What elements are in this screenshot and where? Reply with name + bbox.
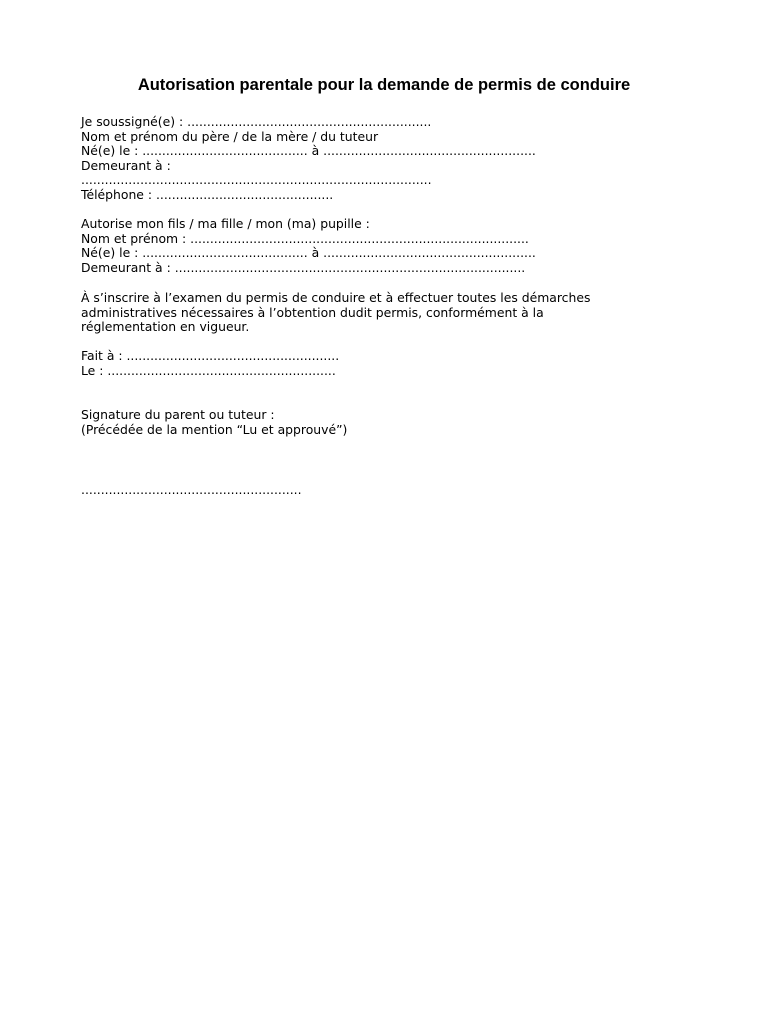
date-line: Le : ..........................................................: [81, 362, 336, 378]
signature-label: Signature du parent ou tuteur :: [81, 407, 275, 422]
signature-line-block: [81, 483, 721, 498]
signature-mention: (Précédée de la mention “Lu et approuvé”): [81, 421, 348, 437]
parent-address-line: .........................................................................................: [81, 172, 432, 188]
parent-info-section: [81, 115, 721, 203]
parent-birth-line: Né(e) le : .......................................... à ......................................................: [81, 143, 536, 159]
signature-section: [81, 408, 721, 437]
authorize-line: Autorise mon fils / ma fille / mon (ma) pupille :: [81, 216, 370, 231]
parent-name-label: Nom et prénom du père / de la mère / du tuteur: [81, 128, 379, 144]
soussigne-line: Je soussigné(e) : ..............................................................: [81, 114, 432, 129]
child-name-line: Nom et prénom : ......................................................................................: [81, 230, 529, 246]
parent-phone-line: Téléphone : .............................................: [81, 186, 334, 202]
child-birth-line: Né(e) le : .......................................... à ......................................................: [81, 245, 536, 261]
purpose-line-1: À s’inscrire à l’examen du permis de conduire et à effectuer toutes les démarches: [81, 290, 591, 305]
purpose-section: [81, 291, 721, 335]
document-title: Autorisation parentale pour la demande de permis de conduire: [137, 76, 631, 94]
child-info-section: [81, 217, 721, 275]
signature-line: ........................................................: [81, 482, 302, 497]
purpose-line-3: réglementation en vigueur.: [81, 319, 250, 335]
child-address-line: Demeurant à : .........................................................................................: [81, 259, 526, 275]
purpose-line-2: administratives nécessaires à l’obtention dudit permis, conformément à la: [81, 304, 544, 320]
place-date-section: [81, 349, 721, 378]
place-line: Fait à : ......................................................: [81, 348, 340, 363]
parent-address-label: Demeurant à :: [81, 157, 171, 173]
